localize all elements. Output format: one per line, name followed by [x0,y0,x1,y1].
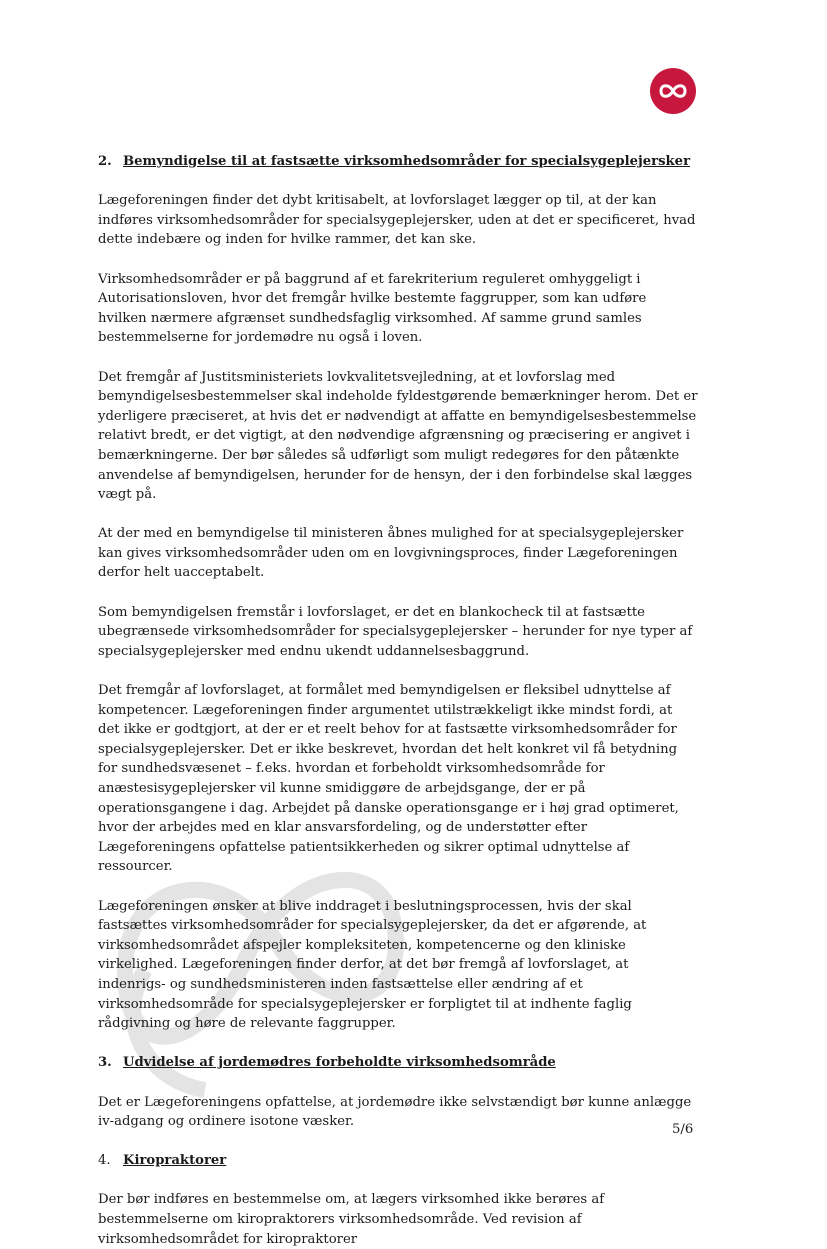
paragraph: Lægeforeningen ønsker at blive inddraget i beslutningsprocessen, hvis der skal fastsættes virksomhedsområder for specialsygeplejersker, da det er afgørende, at virksomhedsområdet afspejler kompleksiteten, kompetencerne og den kliniske virkelighed. Lægeforeningen finder derfor, at det bør fremgå af lovforslaget, at indenrigs- og sundhedsministeren inden fastsættelse eller ændring af et virksomhedsområde for specialsygeplejersker er forpligtet til at indhente faglig rådgivning og høre de relevante faggrupper. [98,898,647,1032]
page-number: 5/6 [672,1122,694,1137]
section-number: 2. [98,154,112,169]
paragraph: Det er Lægeforeningens opfattelse, at jordemødre ikke selvstændigt bør kunne anlægge iv-adgang og ordinere isotone væsker. [98,1094,692,1130]
section-heading [98,1053,698,1073]
document-body [98,152,698,1249]
section-number: 3. [98,1055,112,1071]
section-title: Udvidelse af jordemødres forbeholdte virksomhedsområde [123,1055,556,1071]
section-title: Bemyndigelse til at fastsætte virksomhedsområder for specialsygeplejersker [123,154,691,169]
section-number: 4. [98,1153,111,1169]
paragraph: Lægeforeningen finder det dybt kritisabelt, at lovforslaget lægger op til, at der kan indføres virksomhedsområder for specialsygeplejersker, uden at det er specificeret, hvad dette indebære og inden for hvilke rammer, det kan ske. [98,193,696,248]
section-title: Kiropraktorer [123,1153,227,1169]
paragraph: Det fremgår af lovforslaget, at formålet med bemyndigelsen er fleksibel udnyttelse af kompetencer. Lægeforeningen finder argumentet utilstrækkeligt ikke mindst fordi, at det ikke er godtgjort, at der er et reelt behov for at fastsætte virksomhedsområder for specialsygeplejersker. Det er ikke beskrevet, hvordan det helt konkret vil få betydning for sundhedsvæsenet – f.eks. hvordan et forbeholdt virksomhedsområde for anæstesisygeplejersker vil kunne smidiggøre de arbejdsgange, der er på operationsgangene i dag. Arbejdet på danske operationsgange er i høj grad optimeret, hvor der arbejdes med en klar ansvarsfordeling, og de understøtter efter Lægeforeningens opfattelse patientsikkerheden og sikrer optimal udnyttelse af ressourcer. [98,683,679,875]
infinity-logo-icon [650,68,696,114]
section-heading [98,1151,698,1171]
paragraph: At der med en bemyndigelse til ministeren åbnes mulighed for at specialsygeplejersker kan gives virksomhedsområder uden om en lovgivningsproces, finder Lægeforeningen derfor helt uacceptabelt. [98,526,684,581]
paragraph: Som bemyndigelsen fremstår i lovforslaget, er det en blankocheck til at fastsætte ubegrænsede virksomhedsområder for specialsygeplejersker – herunder for nye typer af specialsygeplejersker med endnu ukendt uddannelsesbaggrund. [98,604,693,659]
paragraph: Der bør indføres en bestemmelse om, at lægers virksomhed ikke berøres af bestemmelserne om kiropraktorers virksomhedsområde. Ved revision af virksomhedsområdet for kiropraktorer [98,1192,605,1247]
section-heading [98,152,698,172]
paragraph: Det fremgår af Justitsministeriets lovkvalitetsvejledning, at et lovforslag med bemyndigelsesbestemmelser skal indeholde fyldestgørende bemærkninger herom. Det er yderligere præciseret, at hvis det er nødvendigt at affatte en bemyndigelsesbestemmelse relativt bredt, er det vigtigt, at den nødvendige afgrænsning og præcisering er angivet i bemærkningerne. Der bør således så udførligt som muligt redegøres for den påtænkte anvendelse af bemyndigelsen, herunder for de hensyn, der i den forbindelse skal lægges vægt på. [98,369,698,503]
paragraph: Virksomhedsområder er på baggrund af et farekriterium reguleret omhyggeligt i Autorisationsloven, hvor det fremgår hvilke bestemte faggrupper, som kan udføre hvilken nærmere afgrænset sundhedsfaglig virksomhed. Af samme grund samles bestemmelserne for jordemødre nu også i loven. [98,271,647,346]
